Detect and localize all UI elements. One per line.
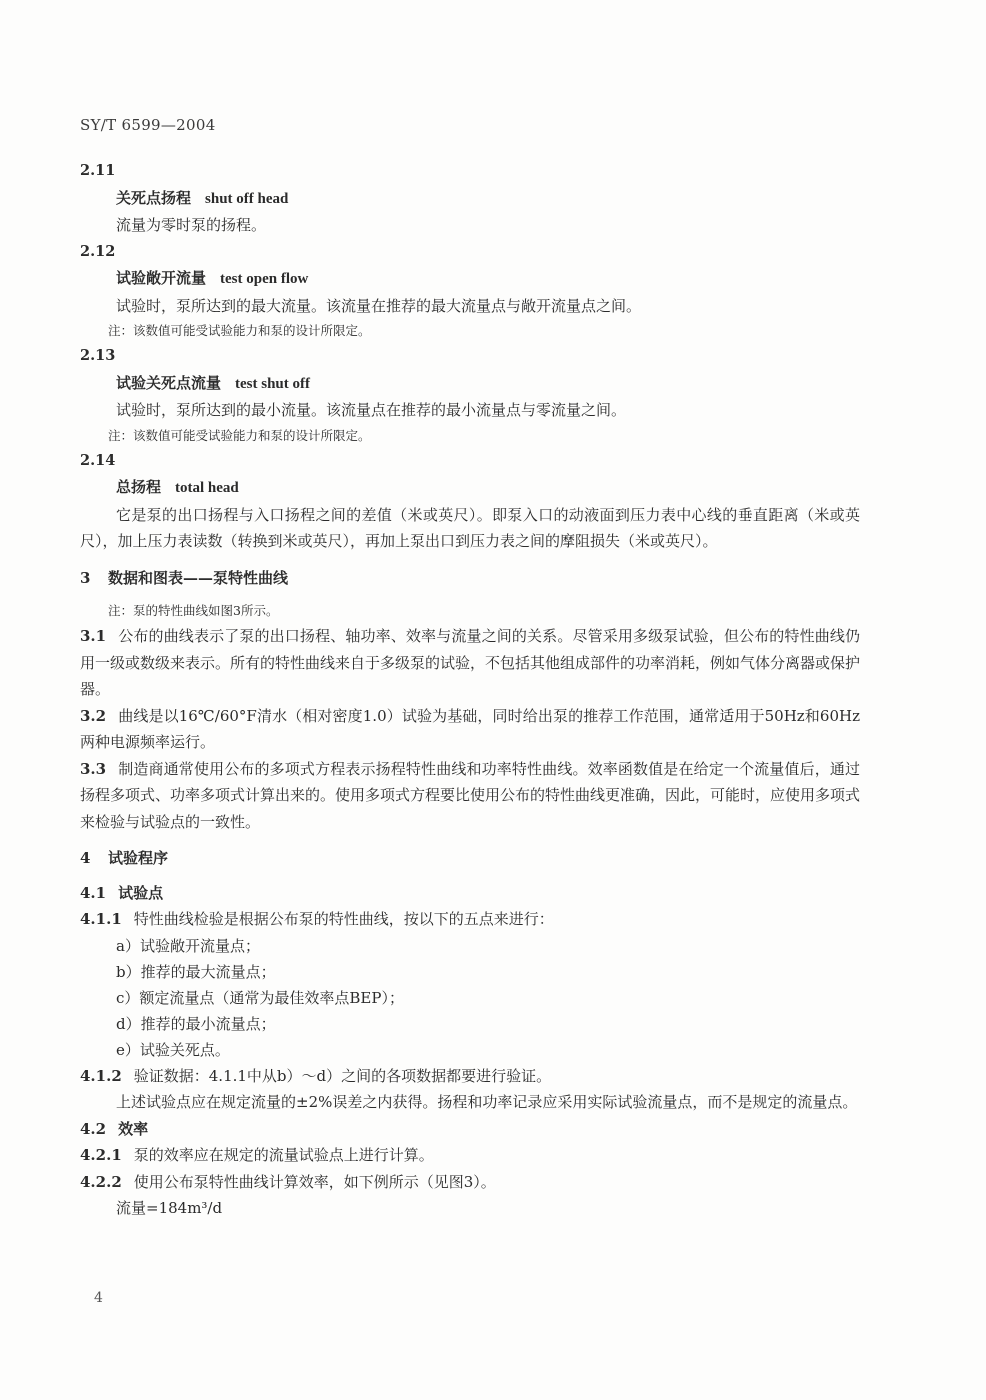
clause-number: 3.1	[80, 627, 107, 645]
list-item: e）试验关死点。	[116, 1040, 230, 1059]
term-definition: 试验时，泵所达到的最大流量。该流量在推荐的最大流量点与敞开流量点之间。	[116, 296, 642, 315]
paragraph-text: 使用公布泵特性曲线计算效率，如下例所示（见图3）。	[133, 1172, 496, 1191]
clause-number: 2.14	[80, 451, 116, 469]
paragraph	[80, 906, 860, 933]
paragraph-text: 制造商通常使用公布的多项式方程表示扬程特性曲线和功率特性曲线。效率函数值是在给定一个流量值后，通过扬程多项式、功率多项式计算出来的。使用多项式方程要比使用公布的特性曲线更准确，因此，可能时，应使用多项式来检验与试验点的一致性。	[80, 759, 861, 831]
term-zh: 关死点扬程	[116, 188, 192, 207]
term-zh: 总扬程	[116, 478, 162, 496]
term-heading	[80, 474, 860, 502]
term-definition: 流量为零时泵的扬程。	[116, 216, 267, 234]
term-en: total head	[175, 480, 239, 496]
page-content	[80, 158, 860, 1222]
term-zh: 试验敞开流量	[116, 269, 207, 287]
paragraph-text: 公布的曲线表示了泵的出口扬程、轴功率、效率与流量之间的关系。尽管采用多级泵试验，但公布的特性曲线仍用一级或数级来表示。所有的特性曲线来自于多级泵的试验，不包括其他组成部件的功率消耗，例如气体分离器或保护器。	[80, 627, 861, 698]
term-definition: 它是泵的出口扬程与入口扬程之间的差值（米或英尺）。即泵入口的动液面到压力表中心线的垂直距离（米或英尺），加上压力表读数（转换到米或英尺），再加上泵出口到压力表之间的摩阻损失（米或英尺）。	[80, 505, 860, 550]
note: 注：该数值可能受试验能力和泵的设计所限定。	[108, 323, 371, 338]
section-heading	[80, 565, 860, 592]
term-en: test open flow	[220, 271, 309, 287]
paragraph	[80, 1169, 860, 1196]
paragraph-text: 上述试验点应在规定流量的±2%误差之内获得。扬程和功率记录应采用实际试验流量点，而不是规定的流量点。	[116, 1093, 858, 1111]
paragraph-text: 验证数据：4.1.1中从b）～d）之间的各项数据都要进行验证。	[133, 1066, 552, 1085]
term-heading	[80, 265, 860, 293]
clause-number: 3.3	[80, 759, 107, 778]
list-item: d）推荐的最小流量点；	[116, 1014, 276, 1033]
clause-number: 4.2	[80, 1119, 107, 1138]
clause-number: 4.2.2	[80, 1172, 122, 1191]
paragraph-text: 泵的效率应在规定的流量试验点上进行计算。	[133, 1146, 434, 1164]
page-number: 4	[94, 1290, 103, 1306]
clause-number: 3.2	[80, 706, 107, 725]
clause-number: 4.2.1	[80, 1146, 122, 1164]
clause-number: 2.12	[80, 242, 116, 260]
paragraph	[80, 1142, 860, 1169]
clause-number: 4.1.2	[80, 1066, 122, 1085]
section-title: 试验程序	[108, 849, 169, 867]
standard-code-header: SY/T 6599—2004	[80, 116, 216, 134]
paragraph	[80, 1063, 860, 1090]
paragraph	[80, 623, 860, 703]
section-heading	[80, 845, 860, 872]
term-heading	[80, 185, 860, 213]
clause-number: 4.1	[80, 883, 107, 902]
term-en: test shut off	[235, 375, 311, 392]
paragraph-text: 特性曲线检验是根据公布泵的特性曲线，按以下的五点来进行：	[133, 910, 554, 928]
clause-number: 4.1.1	[80, 910, 122, 928]
subsection-title: 效率	[118, 1119, 149, 1138]
list-item: a）试验敞开流量点；	[116, 936, 260, 955]
subsection-title: 试验点	[118, 883, 164, 902]
section-title: 数据和图表——泵特性曲线	[108, 568, 289, 587]
clause-number: 2.13	[80, 347, 116, 364]
clause-number: 2.11	[80, 162, 116, 179]
term-en: shut off head	[205, 190, 289, 207]
section-number: 4	[80, 849, 91, 867]
paragraph-text: 曲线是以16℃/60°F清水（相对密度1.0）试验为基础，同时给出泵的推荐工作范围，通常适用于50Hz和60Hz两种电源频率运行。	[80, 706, 860, 751]
section-number: 3	[80, 568, 91, 587]
note: 注：该数值可能受试验能力和泵的设计所限定。	[108, 427, 371, 443]
subsection-heading	[80, 880, 860, 907]
term-heading	[80, 370, 860, 398]
subsection-heading	[80, 1116, 860, 1143]
flow-example: 流量=184m³/d	[116, 1199, 223, 1217]
term-definition: 试验时，泵所达到的最小流量。该流量点在推荐的最小流量点与零流量之间。	[116, 401, 627, 419]
note: 注：泵的特性曲线如图3所示。	[108, 603, 279, 618]
list-item: b）推荐的最大流量点；	[116, 962, 276, 981]
list-item: c）额定流量点（通常为最佳效率点BEP）；	[116, 988, 404, 1007]
paragraph	[80, 756, 860, 836]
paragraph	[80, 703, 860, 756]
term-zh: 试验关死点流量	[116, 373, 222, 392]
